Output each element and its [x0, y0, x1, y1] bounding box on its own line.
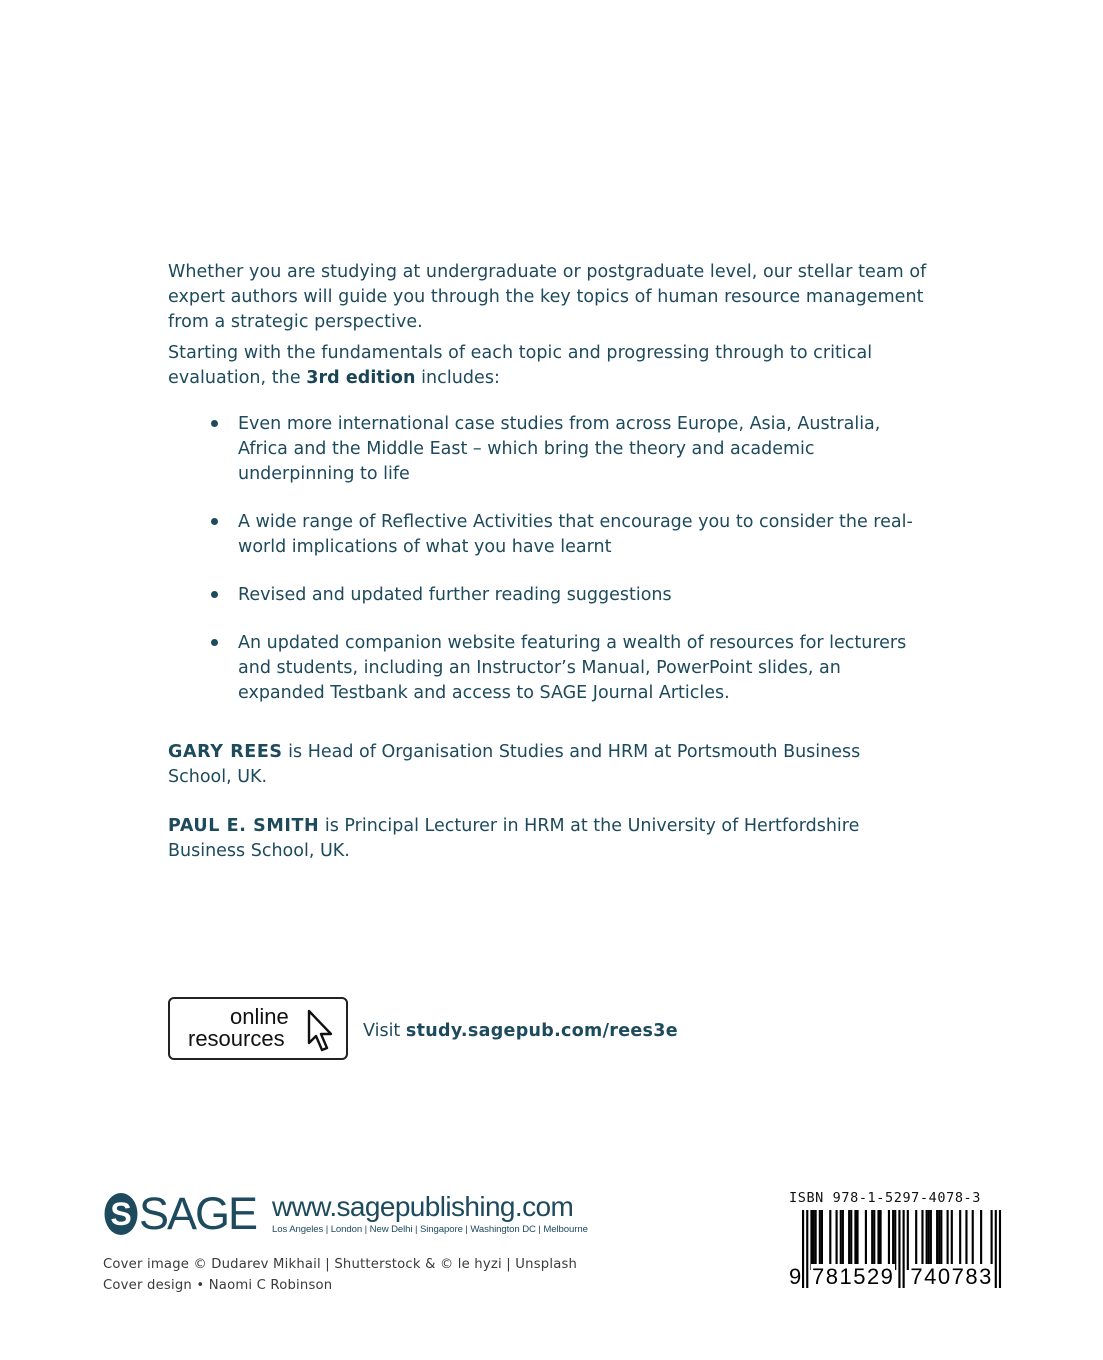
barcode-bar: [850, 1210, 852, 1270]
barcode-bar: [877, 1210, 879, 1270]
barcode-bar: [856, 1210, 858, 1270]
bullet-icon: [211, 518, 218, 525]
intro-paragraph: Whether you are studying at undergraduate or postgraduate level, our stellar team of expert authors will guide you through the key topics of human resource management from a strategic perspective.: [168, 262, 927, 332]
author-bio: is Head of Organisation Studies and HRM at Portsmouth Business School, UK.: [168, 742, 861, 787]
cover-credits: [103, 1254, 577, 1296]
feature-text: An updated companion website featuring a wealth of resources for lecturers and students, including an Instructor’s Manual, PowerPoint slides, an expanded Testbank and access to SAGE Journal Articles.: [238, 633, 907, 703]
barcode-bar: [936, 1210, 938, 1270]
barcode-bar: [892, 1210, 894, 1270]
companion-website-link[interactable]: study.sagepub.com/rees3e: [405, 1021, 678, 1041]
barcode-bar: [836, 1210, 838, 1270]
barcode-bar: [926, 1210, 928, 1270]
publisher-website: [272, 1192, 588, 1236]
barcode-bar: [995, 1210, 997, 1288]
sage-wordmark: SAGE: [139, 1188, 257, 1239]
barcode-bar: [938, 1210, 940, 1270]
feature-item: [168, 631, 928, 706]
author-bio-paul-smith: [168, 814, 928, 864]
online-resources-line1: online: [230, 1004, 289, 1029]
svg-text:S: S: [110, 1196, 132, 1232]
publisher-website-link[interactable]: www.sagepublishing.com: [272, 1191, 574, 1222]
cursor-arrow-icon: [306, 1009, 334, 1053]
barcode-bar: [921, 1210, 923, 1270]
barcode-bar: [840, 1210, 842, 1270]
barcode-bar: [972, 1210, 974, 1270]
edition-text-before: Starting with the fundamentals of each topic and progressing through to critical evaluation, the: [168, 343, 873, 388]
bullet-icon: [211, 420, 218, 427]
barcode-bar: [947, 1210, 949, 1270]
blurb: [168, 260, 948, 391]
barcode-bar: [873, 1210, 875, 1270]
feature-item: [168, 510, 928, 560]
visit-label: Visit: [363, 1021, 406, 1041]
feature-text: A wide range of Reflective Activities that encourage you to consider the real-world implications of what you have learnt: [238, 512, 913, 557]
publisher-cities: Los Angeles | London | New Delhi | Singapore | Washington DC | Melbourne: [272, 1224, 588, 1235]
author-name: GARY REES: [168, 742, 283, 762]
barcode-bar: [980, 1210, 982, 1270]
online-resources-line2: resources: [188, 1026, 285, 1051]
barcode-bar: [999, 1210, 1001, 1288]
barcode-bar: [965, 1210, 967, 1270]
feature-list: [168, 412, 928, 729]
barcode-digits: [789, 1264, 994, 1290]
barcode-bar: [848, 1210, 850, 1270]
feature-text: Revised and updated further reading suggestions: [238, 585, 672, 605]
barcode-bar: [915, 1210, 917, 1270]
barcode-bar: [871, 1210, 873, 1270]
barcode-bar: [928, 1210, 930, 1270]
isbn-label: ISBN 978-1-5297-4078-3: [789, 1190, 982, 1206]
barcode-bar: [821, 1210, 823, 1270]
barcode-bar: [880, 1210, 882, 1270]
bullet-icon: [211, 639, 218, 646]
barcode-bar: [991, 1210, 993, 1270]
visit-website: [363, 1019, 678, 1044]
barcode-digit-group2: 740783: [910, 1264, 993, 1289]
edition-text-after: includes:: [415, 368, 500, 388]
barcode-bar: [810, 1210, 812, 1270]
barcode-bar: [894, 1210, 896, 1270]
barcode-bar: [812, 1210, 814, 1270]
author-bio-gary-rees: [168, 740, 928, 790]
edition-paragraph: [168, 341, 948, 391]
barcode-bar: [819, 1210, 821, 1270]
barcode-bar: [865, 1210, 867, 1270]
barcode-bar: [815, 1210, 817, 1270]
barcode-bar: [940, 1210, 942, 1270]
barcode-bar: [888, 1210, 890, 1270]
barcode-bar: [951, 1210, 953, 1270]
barcode-bar: [842, 1210, 844, 1270]
barcode-bar: [829, 1210, 831, 1270]
feature-text: Even more international case studies from across Europe, Asia, Australia, Africa and the Middle East – which bring the theory and academic underpinning to life: [238, 414, 881, 484]
edition-label: 3rd edition: [306, 368, 416, 388]
author-name: PAUL E. SMITH: [168, 816, 320, 836]
barcode-bar: [930, 1210, 932, 1270]
barcode-bar: [854, 1210, 856, 1270]
author-bio: is Principal Lecturer in HRM at the University of Hertfordshire Business School, UK.: [168, 816, 860, 861]
barcode-bar: [959, 1210, 961, 1270]
barcode-digit-first: 9: [789, 1264, 803, 1289]
barcode-bar: [907, 1210, 909, 1270]
sage-seal-icon: [103, 1191, 139, 1237]
feature-item: [168, 412, 928, 487]
feature-item: [168, 583, 928, 608]
bullet-icon: [211, 591, 218, 598]
online-resources-badge: [168, 997, 348, 1060]
cover-image-credit: Cover image © Dudarev Mikhail | Shutterstock & © le hyzi | Unsplash: [103, 1257, 578, 1272]
cover-design-credit: Cover design • Naomi C Robinson: [103, 1278, 333, 1293]
barcode-digit-group1: 781529: [812, 1264, 895, 1289]
